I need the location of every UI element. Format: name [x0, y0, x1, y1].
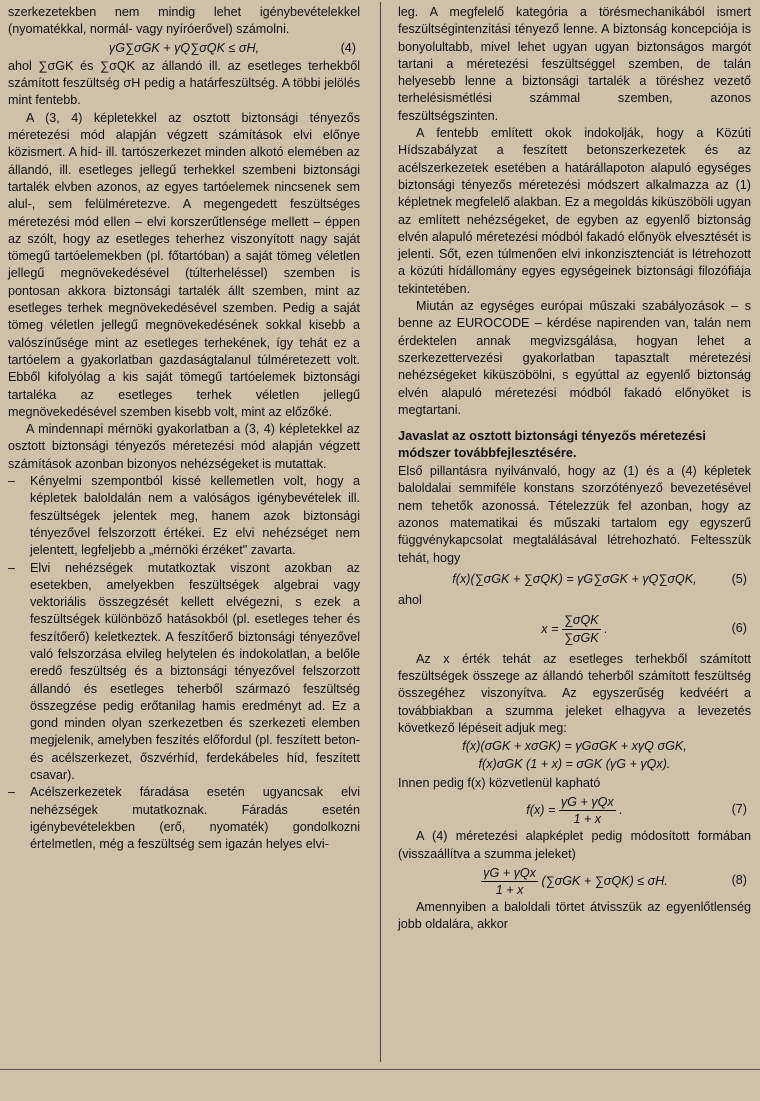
paragraph: Innen pedig f(x) közvetlenül kapható [398, 775, 601, 790]
left-column [8, 4, 360, 854]
formula-6-end: . [604, 621, 608, 636]
bottom-rule [0, 1069, 760, 1070]
fraction-denominator: ∑σGK [563, 630, 599, 645]
formula-8 [398, 864, 751, 898]
bullet-list [8, 473, 360, 854]
equation-number: (5) [731, 571, 747, 586]
fraction-denominator: 1 + x [495, 882, 524, 897]
list-item [8, 784, 360, 853]
formula-7 [398, 793, 751, 827]
paragraph: Miután az egységes európai műszaki szabályozások – s benne az EUROCODE – kérdése napirenden van, talán nem érdektelen annak megvizsgálása, hogyan lehet a szerkezettervezési gyakorlatban tapasztalt méretezési nehézségeket kiküszöbölni, s egyúttal az egyenlő biztonság elvén alapuló méretezési módból fakadó előnyöket is megtartani. [398, 299, 751, 417]
formula-4 [8, 40, 360, 57]
ahol-label: ahol [398, 593, 422, 608]
column-divider [380, 2, 381, 1062]
equation-number: (4) [340, 40, 356, 55]
equation-number: (7) [731, 802, 747, 817]
section-heading: Javaslat az osztott biztonsági tényezős méretezési módszer továbbfejlesztésére. [398, 428, 706, 461]
paragraph: A fentebb említett okok indokolják, hogy a Közúti Hídszabályzat a feszített betonszerkezetek és az acélszerkezetek esetében a határállapoton alapuló egységes biztonsági tényezős méretezési módszert alkalmazza az (1) képletnek megfelelő alakban. Ez a megoldás kiküszöböli ugyan az említett nehézségeket, de egyben az egyenlő biztonság elvén alapuló méretezési módból fakadó előnyök elvesztését is jelenti. Sőt, ezen túlmenően elvi inkonzisztenciát is létrehozott a közúti hídállomány egyes egységeinek biztonsági filozófiája tekintetében. [398, 126, 751, 296]
fraction-denominator: 1 + x [573, 812, 602, 827]
list-item-text: Elvi nehézségek mutatkoztak viszont azokban az esetekben, amelyekben feszültségek algebrai vagy vektoriális összegzését kellett elvégezni, s ezek a feszültségek különböző hatásokból (pl. esetleges teher és feszítőerő) keletkeztek. A feszítőerő biztonsági tényezővel való felszorzása elvileg helytelen és indokolatlan, a belőle eredő feszültség és a biztonsági tényezővel felszorzott állandó és esetleges teherből származó feszültség összegzése pedig erőtanilag hamis eredményt ad. Ez a gond minden olyan szerkezetben és szerkezeti elemben megjelenik, amelyben feszítés előfordul (pl. feszített beton- és acélszerkezet, őszvérhíd, ferdekábeles híd, feszített csavar). [30, 560, 360, 783]
list-item [8, 560, 360, 785]
fraction-numerator: γG + γQx [483, 865, 536, 880]
paragraph: Első pillantásra nyilvánvaló, hogy az (1) és a (4) képletek baloldalai semmiféle konstans szorzótényező bevezetésével nem tehetők azonossá. Tételezzük fel azonban, hogy az azonos matematikai és műszaki tartalom egy egyszerű függvénykapcsolat megtalálásával létrehozható. Feltesszük tehát, hogy [398, 464, 751, 565]
formula-6-lhs: x = [541, 621, 559, 636]
formula-4-expr: γG∑σGK + γQ∑σQK ≤ σH, [108, 40, 260, 55]
equation-number: (8) [731, 872, 747, 887]
list-item [8, 473, 360, 559]
paragraph: A (3, 4) képletekkel az osztott biztonsági tényezős méretezési mód alapján végzett számítások elvi előnye közismert. A híd- ill. tartószerkezet minden alkotó elemében az állandó, ill. esetleges jellegű terhekkel szembeni biztonsági tartalék elvben azonos, az egyes tartóelemek nincsenek sem alul-, sem felülméretezve. A megengedett feszültséges méretezési mód ellen – elvi korszerűtlensége mellett – éppen az szólt, hogy az esetleges teherhez viszonyított nagy saját tömegű tartóelemekben (pl. főtartóban) a saját tömeg véletlen jellegű megnövekedésével (túlterheléssel) szemben is pontosan akkora biztonsági tartalék állt szemben, mint az esetleges terhek megnövekedésével szemben. Pedig a saját tömeg véletlen jellegű megnövekedésének sokkal kisebb a valószínűsége mint az esetleges terhekének, így tehát ez a tartóelem a gyakorlatban gazdaságtalanul túlméretezett volt. Ebből kifolyólag a kis saját tömegű tartóelemek biztonsági tartaléka az esetleges terhek véletlen jellegű megnövekedésével szemben kisebb volt, mint az előzőké. [8, 110, 360, 419]
list-item-text: Kényelmi szempontból kissé kellemetlen volt, hogy a képletek baloldalán nem a valóságos igénybevételek ill. feszültségek jelentek meg, hanem azok biztonsági tényezővel felszorzott értékei. Ez elvi nehézséget nem jelentett, legfeljebb a „mérnöki érzéket" zavarta. [30, 474, 360, 558]
formula-8-fraction [481, 865, 538, 898]
fraction-numerator: ∑σQK [562, 612, 601, 630]
derivation-step-2: f(x)σGK (1 + x) = σGK (γG + γQx). [478, 757, 671, 772]
formula-7-end: . [619, 803, 623, 818]
right-column [398, 4, 751, 934]
paragraph: Amennyiben a baloldali törtet átvisszük az egyenlőtlenség jobb oldalára, akkor [398, 899, 751, 932]
paragraph: szerkezetekben nem mindig lehet igénybevételekkel (nyomatékkal, normál- vagy nyíróerővel) számolni. [8, 5, 360, 37]
dash-marker: – [8, 474, 16, 489]
formula-8-rest: (∑σGK + ∑σQK) ≤ σH. [541, 873, 668, 888]
paragraph: ahol ∑σGK és ∑σQK az állandó ill. az esetleges terhekből számított feszültség σH pedig a határfeszültség. A többi jelölés mint fentebb. [8, 58, 360, 108]
list-item-text: Acélszerkezetek fáradása esetén ugyancsak elvi nehézségek mutatkoznak. Fáradás esetén igénybevételekben (erő, nyomaték) gondolkozni értelmetlen, még a feszültség sem igazán helyes elvi- [30, 785, 360, 852]
derivation-step-1: f(x)(σGK + xσGK) = γGσGK + xγQ σGK, [462, 739, 687, 754]
dash-marker: – [8, 785, 16, 800]
formula-5 [398, 571, 751, 588]
formula-5-expr: f(x)(∑σGK + ∑σQK) = γG∑σGK + γQ∑σQK, [452, 571, 697, 586]
formula-7-lhs: f(x) = [526, 803, 556, 818]
paragraph: leg. A megfelelő kategória a törésmechanikából ismert feszültségintenzitási tényező lenne. A biztonság koncepciója is bonyolultabb, mivel lehet ugyan ugyan biztonságos margót tartani a méretezési feszültséggel szemben, de talán helyesebb lenne a biztonsági tartalék a töréshez vezető terhelésismétlési számmal szemben, azonos feszültségszinten. [398, 5, 751, 123]
equation-number: (6) [731, 620, 747, 635]
formula-7-fraction [559, 794, 616, 827]
dash-marker: – [8, 560, 16, 575]
paragraph: Az x érték tehát az esetleges terhekből számított feszültségek összege az állandó teherből számított feszültség összegéhez viszonyítva. Az egyszerűség kedvéért a továbbiakban a szumma jeleket elhagyva a levezetés következő lépéseit adjuk meg: [398, 651, 751, 735]
formula-6-fraction [562, 612, 601, 647]
paragraph: A (4) méretezési alapképlet pedig módosított formában (visszaállítva a szumma jeleket) [398, 829, 751, 861]
formula-6 [398, 612, 751, 647]
fraction-numerator: γG + γQx [560, 795, 614, 810]
paragraph: A mindennapi mérnöki gyakorlatban a (3, 4) képletekkel az osztott biztonsági tényezős méretezési mód alapján végzett számítások azonban bizonyos nehézségeket is mutattak. [8, 422, 360, 471]
